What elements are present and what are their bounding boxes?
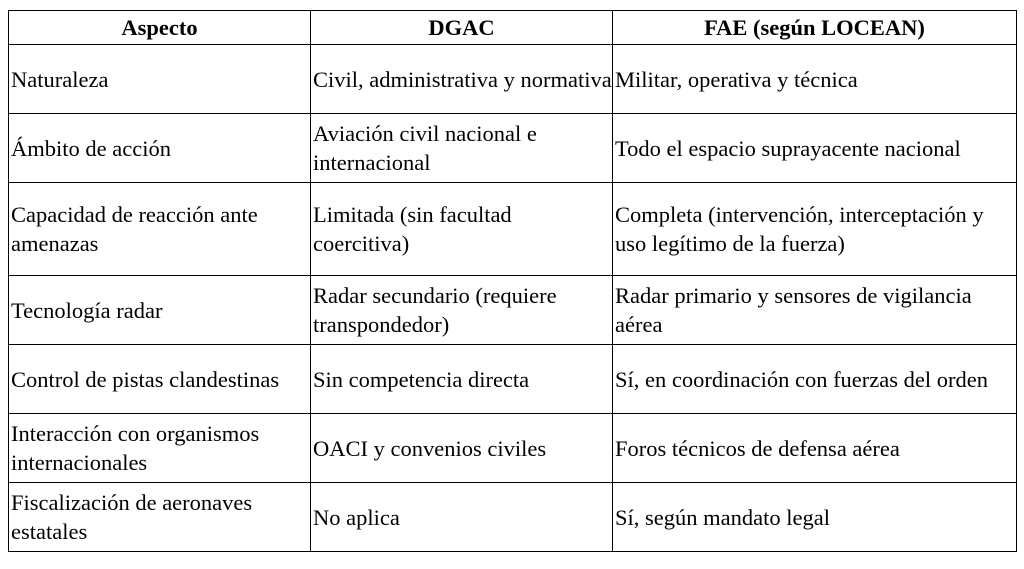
- row-fae-cell: Todo el espacio suprayacente nacional: [613, 114, 1017, 183]
- row-dgac-cell: Sin competencia directa: [311, 345, 613, 414]
- row-fae-cell: Completa (intervención, interceptación y uso legítimo de la fuerza): [613, 183, 1017, 276]
- table-row: [9, 276, 1017, 345]
- row-aspect-cell: Fiscalización de aeronaves estatales: [9, 483, 311, 552]
- row-aspect-cell: Ámbito de acción: [9, 114, 311, 183]
- table-row: [9, 345, 1017, 414]
- table-row: [9, 45, 1017, 114]
- row-fae-cell: Radar primario y sensores de vigilancia aérea: [613, 276, 1017, 345]
- table-row: [9, 183, 1017, 276]
- table-header-row: [9, 11, 1017, 45]
- row-dgac-cell: Radar secundario (requiere transpondedor): [311, 276, 613, 345]
- row-aspect-cell: Capacidad de reacción ante amenazas: [9, 183, 311, 276]
- row-aspect-cell: Interacción con organismos internacionales: [9, 414, 311, 483]
- row-dgac-cell: Civil, administrativa y normativa: [311, 45, 613, 114]
- row-dgac-cell: Limitada (sin facultad coercitiva): [311, 183, 613, 276]
- row-fae-cell: Sí, según mandato legal: [613, 483, 1017, 552]
- row-dgac-cell: OACI y convenios civiles: [311, 414, 613, 483]
- row-aspect-cell: Tecnología radar: [9, 276, 311, 345]
- row-dgac-cell: No aplica: [311, 483, 613, 552]
- row-dgac-cell: Aviación civil nacional e internacional: [311, 114, 613, 183]
- header-aspecto: Aspecto: [9, 11, 311, 45]
- row-aspect-cell: Naturaleza: [9, 45, 311, 114]
- comparison-table: [8, 10, 1017, 552]
- header-fae: FAE (según LOCEAN): [613, 11, 1017, 45]
- table-row: [9, 483, 1017, 552]
- row-fae-cell: Militar, operativa y técnica: [613, 45, 1017, 114]
- row-aspect-cell: Control de pistas clandestinas: [9, 345, 311, 414]
- table-row: [9, 414, 1017, 483]
- row-fae-cell: Sí, en coordinación con fuerzas del orden: [613, 345, 1017, 414]
- table-row: [9, 114, 1017, 183]
- row-fae-cell: Foros técnicos de defensa aérea: [613, 414, 1017, 483]
- header-dgac: DGAC: [311, 11, 613, 45]
